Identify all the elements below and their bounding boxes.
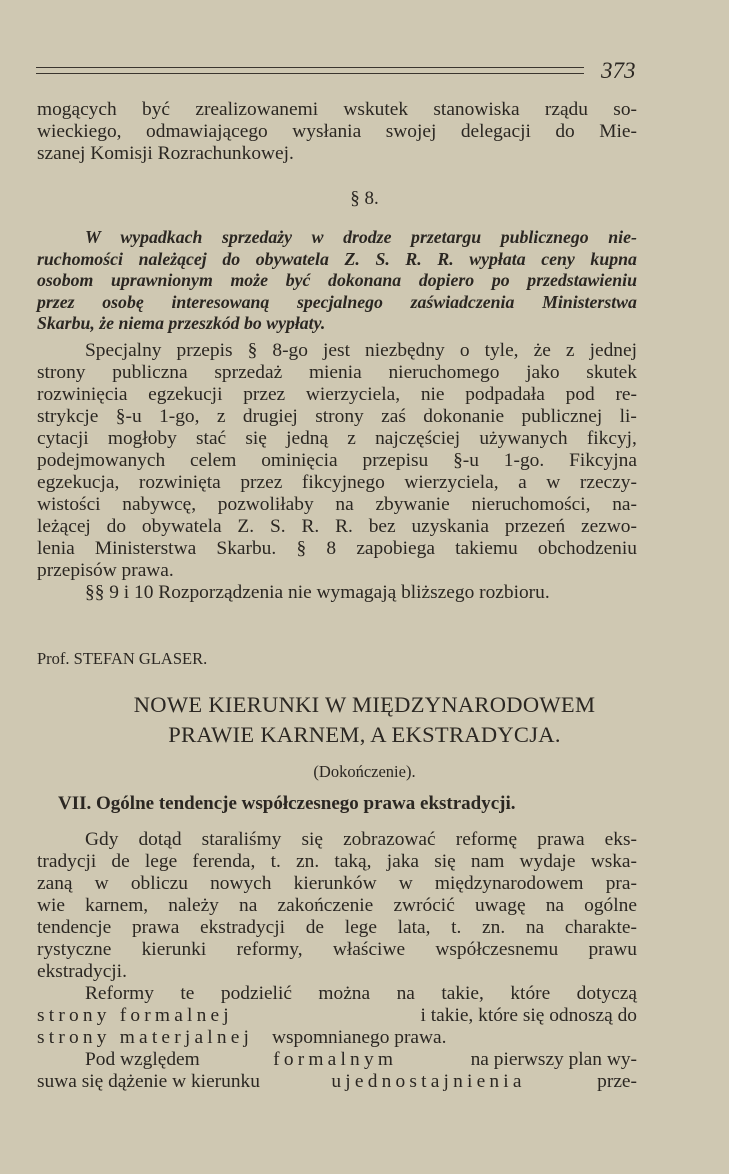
word: nieruchomego [388, 362, 500, 383]
text-line [37, 227, 637, 249]
word: swojej [385, 121, 437, 142]
word: uwagę [474, 895, 526, 916]
word: Gdy [85, 829, 119, 850]
word: celem [190, 450, 237, 471]
word: Specjalny [85, 340, 162, 361]
word: strony [315, 406, 364, 427]
text-line [37, 851, 637, 873]
word: R. [437, 248, 454, 269]
text-line [37, 362, 637, 384]
word: interesowaną [171, 291, 270, 312]
word: eks- [604, 829, 637, 850]
text-line [37, 939, 637, 961]
word: so- [613, 99, 637, 120]
word: wypłata [469, 248, 526, 269]
word: na [335, 494, 354, 515]
text-line: Skarbu, że niema przeszkód bo wypłaty. [37, 313, 326, 333]
paragraph-continuation [37, 99, 637, 165]
text-line [37, 1071, 637, 1093]
word: w [398, 873, 413, 894]
word: § [247, 340, 258, 361]
spaced-emphasis: strony materjalnej [37, 1027, 254, 1048]
text-line [37, 472, 637, 494]
word: można [318, 983, 371, 1004]
word: wydaje [519, 851, 576, 872]
word: zapobiega [356, 538, 435, 559]
word: wypadkach [120, 227, 203, 247]
word: egzekucja, [37, 472, 120, 493]
text-line [37, 1027, 637, 1049]
word: przez [37, 291, 75, 312]
word: mogących [37, 99, 117, 120]
word: prawu [588, 939, 637, 960]
author-name: Prof. STEFAN GLASER. [37, 649, 208, 668]
word: z [565, 340, 575, 361]
word: sprzedaży [221, 227, 293, 247]
word: zobrazować [343, 829, 436, 850]
word: mogłoby [107, 428, 177, 449]
word: tendencje [37, 917, 112, 938]
word: 1-go. [503, 450, 545, 471]
word: na- [612, 494, 637, 515]
text-line [37, 494, 637, 516]
word: osobom [37, 270, 94, 290]
text-line [37, 1049, 637, 1071]
word: R. [335, 516, 353, 537]
word: takiemu [455, 538, 518, 559]
word: ogólne [584, 895, 637, 916]
word: skutek [586, 362, 637, 383]
word: specjalnego [296, 291, 383, 312]
word: przepisu [362, 450, 429, 471]
word: Z. [344, 248, 360, 269]
word: po [491, 270, 510, 290]
page-number: 373 [601, 58, 636, 83]
word: używanych [479, 428, 568, 449]
word: pod [565, 384, 595, 405]
word: na [239, 895, 258, 916]
text-line [37, 340, 637, 362]
word: ekstradycji [199, 917, 286, 938]
word: § [296, 538, 307, 559]
article-title-line-1: NOWE KIERUNKI W MIĘDZYNARODOWEM [133, 692, 596, 717]
text-line [37, 99, 637, 121]
text-line [37, 873, 637, 895]
word: w [546, 472, 561, 493]
word: niezbędny [365, 340, 445, 361]
word: staraliśmy [201, 829, 282, 850]
word: nie [420, 384, 445, 405]
word: się [301, 829, 323, 850]
text-line [37, 428, 637, 450]
word: 1-go, [159, 406, 200, 427]
word: drodze [343, 227, 392, 247]
word: jedną [286, 428, 329, 449]
word: zaną [37, 873, 73, 894]
word: pozwoliłaby [217, 494, 314, 515]
word: się [245, 428, 267, 449]
text-line [37, 270, 637, 292]
word: ruchomości [37, 248, 123, 269]
word: być [142, 99, 171, 120]
word: Skarbu. [216, 538, 277, 559]
word: zwrócić [393, 895, 455, 916]
word: przez [243, 384, 286, 405]
word: fikcyjnego [301, 472, 385, 493]
word: rozwinięcia [37, 384, 128, 405]
word: może [230, 270, 269, 290]
word: zezwo- [580, 516, 637, 537]
spaced-emphasis: strony formalnej [37, 1005, 233, 1026]
word: Z. [237, 516, 255, 537]
word: rzeczy- [579, 472, 637, 493]
word: sprzedaż [214, 362, 283, 383]
text-line [37, 516, 637, 538]
word: dotyczą [576, 983, 637, 1004]
word: wie [37, 895, 65, 916]
word: cytacji [37, 428, 89, 449]
word: §-u [453, 450, 479, 471]
word: leżącej [37, 516, 91, 537]
word: wistości [37, 494, 101, 515]
word: najczęściej [375, 428, 461, 449]
word: zakończenie [277, 895, 374, 916]
word: W [85, 227, 101, 247]
word: Fikcyjna [569, 450, 637, 471]
word: 8 [326, 538, 337, 559]
word: w [311, 227, 324, 247]
word: obchodzeniu [537, 538, 637, 559]
word: na [525, 917, 545, 938]
regulation-text [37, 227, 637, 335]
word: S. [269, 516, 286, 537]
word: kierunki [141, 939, 207, 960]
word: kupna [590, 248, 637, 269]
commentary-paragraph [37, 340, 637, 604]
text-span: Pod względem [85, 1049, 200, 1070]
word: rystyczne [37, 939, 112, 960]
word: z [216, 406, 226, 427]
word: do [106, 516, 127, 537]
word: podpadała [465, 384, 545, 405]
word: te [180, 983, 195, 1004]
word: należy [168, 895, 219, 916]
word: uzyskania [411, 516, 490, 537]
word: obliczu [130, 873, 188, 894]
word: publicznej [521, 406, 603, 427]
text-span: suwa się dążenie w kierunku [37, 1071, 260, 1092]
word: wierzyciela, [305, 384, 401, 405]
word: podejmowanych [37, 450, 166, 471]
word: się [434, 851, 456, 872]
word: odmawiającego [146, 121, 268, 142]
text-line [37, 292, 637, 314]
text-line [37, 384, 637, 406]
word: jednej [589, 340, 637, 361]
text-line: szanej Komisji Rozrachunkowej. [37, 143, 294, 164]
word: na [396, 983, 415, 1004]
word: przedstawieniu [527, 270, 637, 290]
word: jako [526, 362, 560, 383]
word: R. [405, 248, 422, 269]
word: zn. [296, 851, 320, 872]
word: zn. [482, 917, 506, 938]
word: delegacji [460, 121, 531, 142]
word: rozwinięta [138, 472, 221, 493]
word: obywatela [141, 516, 222, 537]
word: wskutek [343, 99, 409, 120]
word: takie, [441, 983, 484, 1004]
word: fikcyj, [586, 428, 637, 449]
word: lege [344, 917, 377, 938]
word: lege [144, 851, 178, 872]
word: nabywcę, [122, 494, 197, 515]
word: dokonanie [423, 406, 505, 427]
word: ominięcia [261, 450, 338, 471]
word: z [347, 428, 356, 449]
word: przez [240, 472, 283, 493]
text-line [37, 1005, 637, 1027]
word: wieckiego, [37, 121, 122, 142]
word: zaświadczenia [410, 291, 515, 312]
word: jaka [386, 851, 419, 872]
word: egzekucji [148, 384, 223, 405]
spaced-emphasis: formalnym [273, 1049, 398, 1070]
word: uprawnionym [111, 270, 213, 290]
text-line: ekstradycji. [37, 961, 127, 982]
word: charakte- [564, 917, 637, 938]
word: należącej [138, 248, 207, 269]
word: a [518, 472, 527, 493]
word: przetargu [411, 227, 482, 247]
text-line [37, 538, 637, 560]
word: publicznego [500, 227, 589, 247]
word: Ministerstwa [542, 291, 637, 312]
text-line [37, 406, 637, 428]
word: o [459, 340, 470, 361]
word: zaś [381, 406, 406, 427]
word: zrealizowanemi [195, 99, 319, 120]
word: §-u [115, 406, 142, 427]
text-span: wspomnianego prawa. [272, 1027, 447, 1048]
text-line: §§ 9 i 10 Rozporządzenia nie wymagają bliższego rozbioru. [85, 582, 550, 603]
text-line [37, 983, 637, 1005]
word: dotąd [138, 829, 182, 850]
word: t. [270, 851, 281, 872]
word: karnem, [85, 895, 149, 916]
word: mienia [308, 362, 362, 383]
word: t. [451, 917, 462, 938]
word: Reformy [85, 983, 154, 1004]
word: wska- [590, 851, 637, 872]
word: Ministerstwa [94, 538, 197, 559]
word: współczesnemu [435, 939, 559, 960]
word: międzynarodowem [434, 873, 584, 894]
word: lata, [397, 917, 431, 938]
text-line [37, 829, 637, 851]
text-span: prze- [597, 1071, 637, 1092]
word: nie- [608, 227, 637, 247]
text-span: na pierwszy plan wy- [470, 1049, 637, 1070]
word: nowych [210, 873, 272, 894]
word: nam [470, 851, 505, 872]
word: jest [323, 340, 350, 361]
word: prawa [131, 917, 180, 938]
word: pra- [605, 873, 637, 894]
word: reformę [455, 829, 518, 850]
word: wysłania [292, 121, 362, 142]
word: rządu [544, 99, 588, 120]
text-line: przepisów prawa. [37, 560, 174, 581]
word: de [305, 917, 325, 938]
word: prawa [537, 829, 585, 850]
word: drugiej [242, 406, 298, 427]
text-line [37, 121, 637, 143]
word: 8-go [272, 340, 308, 361]
word: bez [368, 516, 396, 537]
section-heading: § 8. [350, 188, 379, 209]
word: tyle, [484, 340, 519, 361]
word: ceny [541, 248, 575, 269]
word: w [94, 873, 109, 894]
word: re- [615, 384, 637, 405]
word: obywatela [255, 248, 329, 269]
word: kierunków [293, 873, 377, 894]
word: stanowiska [433, 99, 520, 120]
word: stać [196, 428, 227, 449]
word: właściwe [332, 939, 406, 960]
word: ferenda, [192, 851, 256, 872]
word: do [555, 121, 575, 142]
word: zbywanie [375, 494, 450, 515]
header-rule [36, 73, 584, 74]
word: Mie- [599, 121, 637, 142]
word: że [533, 340, 551, 361]
continued-note: (Dokończenie). [313, 762, 416, 781]
word: osobę [102, 291, 144, 312]
word: nieruchomości, [471, 494, 591, 515]
word: taką, [334, 851, 372, 872]
text-line [37, 450, 637, 472]
article-title-line-2: PRAWIE KARNEM, A EKSTRADYCJA. [168, 722, 561, 747]
text-line [37, 917, 637, 939]
word: de [111, 851, 130, 872]
text-line [37, 895, 637, 917]
word: strykcje [37, 406, 99, 427]
word: przepis [176, 340, 233, 361]
text-span: i takie, które się odnoszą do [420, 1005, 637, 1026]
text-line [37, 249, 637, 271]
word: reformy, [236, 939, 303, 960]
word: li- [619, 406, 637, 427]
word: dopiero [418, 270, 475, 290]
chapter-heading: VII. Ogólne tendencje współczesnego prawa ekstradycji. [58, 793, 516, 814]
word: lenia [37, 538, 75, 559]
word: podzielić [220, 983, 292, 1004]
word: S. [375, 248, 390, 269]
page-header [36, 58, 686, 88]
word: tradycji [37, 851, 97, 872]
word: które [510, 983, 551, 1004]
word: publiczna [112, 362, 188, 383]
word: wierzyciela, [404, 472, 499, 493]
word: na [545, 895, 565, 916]
word: dokonana [328, 270, 402, 290]
word: do [222, 248, 241, 269]
body-paragraph [37, 829, 637, 1093]
header-rule [36, 67, 584, 68]
spaced-emphasis: ujednostajnienia [331, 1071, 526, 1092]
word: R. [301, 516, 320, 537]
word: być [285, 270, 311, 290]
word: strony [37, 362, 86, 383]
word: przezeń [504, 516, 566, 537]
